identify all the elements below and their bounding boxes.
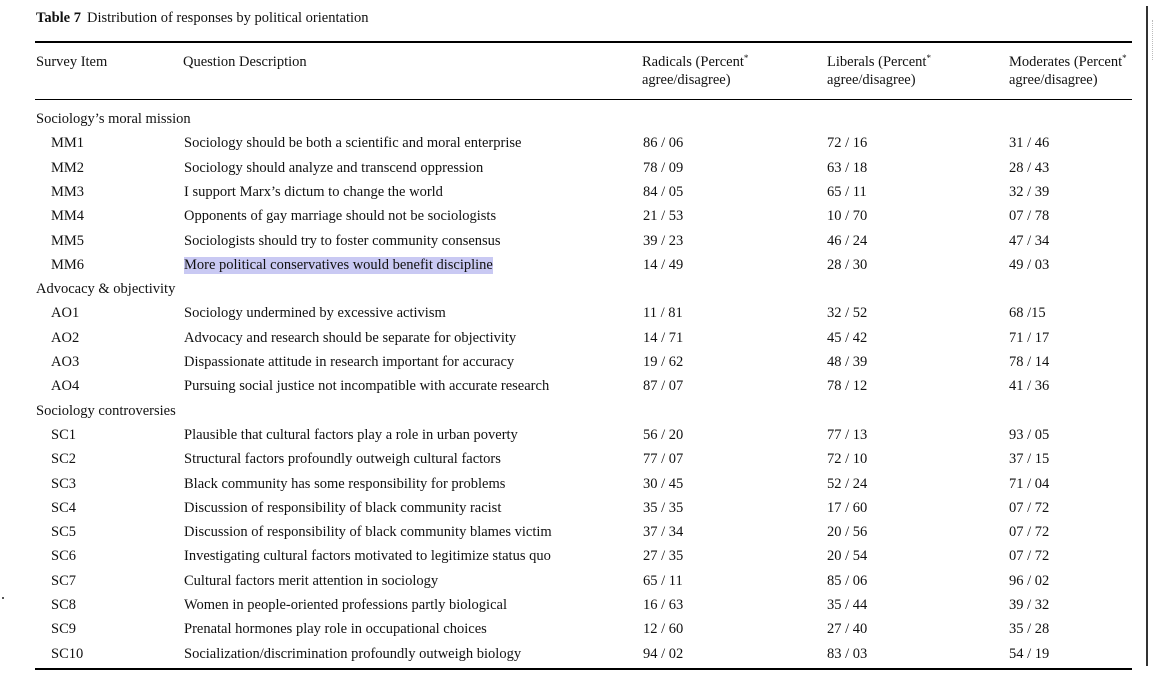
radicals-value: 37 / 34 xyxy=(643,524,684,541)
radicals-value: 65 / 11 xyxy=(643,572,683,589)
liberals-value: 72 / 16 xyxy=(827,135,868,152)
liberals-value: 78 / 12 xyxy=(827,378,868,395)
section-row xyxy=(0,111,1160,133)
survey-item-id: SC7 xyxy=(51,572,76,589)
radicals-value: 27 / 35 xyxy=(643,548,684,565)
survey-item-id: SC2 xyxy=(51,451,76,468)
question-description: Sociology should be both a scientific and moral enterprise xyxy=(184,135,522,152)
survey-item-id: SC10 xyxy=(51,645,84,662)
liberals-value: 65 / 11 xyxy=(827,183,867,200)
moderates-value: 07 / 72 xyxy=(1009,524,1050,541)
liberals-value: 35 / 44 xyxy=(827,597,868,613)
table-row xyxy=(0,160,1160,182)
radicals-value: 78 / 09 xyxy=(643,159,684,176)
table-row xyxy=(0,233,1160,255)
liberals-value: 72 / 10 xyxy=(827,451,868,468)
moderates-value: 35 / 28 xyxy=(1009,621,1050,638)
radicals-value: 16 / 63 xyxy=(643,597,684,613)
header-liberals-line2: agree/disagree) xyxy=(827,72,916,88)
liberals-value: 45 / 42 xyxy=(827,329,868,346)
table-row xyxy=(0,330,1160,352)
question-description: Opponents of gay marriage should not be sociologists xyxy=(184,208,497,225)
radicals-value: 11 / 81 xyxy=(643,305,683,322)
table-row xyxy=(0,524,1160,546)
survey-item-id: SC9 xyxy=(51,621,76,638)
moderates-value: 78 / 14 xyxy=(1009,354,1050,370)
survey-item-id: SC3 xyxy=(51,475,76,492)
question-description: Pursuing social justice not incompatible with accurate research xyxy=(184,378,550,395)
radicals-value: 14 / 49 xyxy=(643,256,684,273)
table-label: Table 7 xyxy=(36,10,81,26)
question-description: Plausible that cultural factors play a role in urban poverty xyxy=(184,426,518,443)
section-row xyxy=(0,281,1160,303)
footnote-mark: * xyxy=(926,53,931,63)
moderates-value: 96 / 02 xyxy=(1009,572,1050,589)
table-title: Distribution of responses by political orientation xyxy=(87,10,369,26)
question-description: Structural factors profoundly outweigh cultural factors xyxy=(184,451,501,468)
survey-item-id: AO2 xyxy=(51,329,80,346)
table-row xyxy=(0,354,1160,376)
section-heading: Sociology controversies xyxy=(36,402,176,419)
survey-item-id: MM1 xyxy=(51,135,85,152)
moderates-value: 71 / 04 xyxy=(1009,475,1050,492)
question-description: Prenatal hormones play role in occupational choices xyxy=(184,621,487,638)
table-row xyxy=(0,135,1160,157)
moderates-value: 41 / 36 xyxy=(1009,378,1050,395)
question-description: Socialization/discrimination profoundly outweigh biology xyxy=(184,645,522,662)
table-row xyxy=(0,208,1160,230)
moderates-value: 07 / 72 xyxy=(1009,499,1050,516)
radicals-value: 39 / 23 xyxy=(643,232,684,249)
survey-item-id: AO3 xyxy=(51,354,80,370)
moderates-value: 39 / 32 xyxy=(1009,597,1050,613)
liberals-value: 83 / 03 xyxy=(827,645,868,662)
table-row xyxy=(0,500,1160,522)
question-description: Dispassionate attitude in research important for accuracy xyxy=(184,354,515,370)
table-row xyxy=(0,427,1160,449)
question-description: Women in people-oriented professions partly biological xyxy=(184,597,507,613)
table-row xyxy=(0,646,1160,668)
table-row xyxy=(0,305,1160,327)
radicals-value: 56 / 20 xyxy=(643,426,684,443)
survey-item-id: SC6 xyxy=(51,548,76,565)
question-description: Investigating cultural factors motivated to legitimize status quo xyxy=(184,548,551,565)
moderates-value: 37 / 15 xyxy=(1009,451,1050,468)
survey-item-id: SC5 xyxy=(51,524,76,541)
moderates-value: 71 / 17 xyxy=(1009,329,1050,346)
liberals-value: 10 / 70 xyxy=(827,208,868,225)
survey-item-id: AO4 xyxy=(51,378,80,395)
question-description: Sociology undermined by excessive activism xyxy=(184,305,446,322)
moderates-value: 49 / 03 xyxy=(1009,256,1050,273)
moderates-value: 07 / 72 xyxy=(1009,548,1050,565)
radicals-value: 77 / 07 xyxy=(643,451,684,468)
header-moderates-line2: agree/disagree) xyxy=(1009,72,1098,88)
survey-item-id: AO1 xyxy=(51,305,80,322)
table-row xyxy=(0,621,1160,643)
table-row xyxy=(0,573,1160,595)
moderates-value: 31 / 46 xyxy=(1009,135,1050,152)
radicals-value: 14 / 71 xyxy=(643,329,684,346)
liberals-value: 20 / 54 xyxy=(827,548,868,565)
moderates-value: 54 / 19 xyxy=(1009,645,1050,662)
liberals-value: 32 / 52 xyxy=(827,305,868,322)
margin-mark xyxy=(1152,20,1155,60)
table-row xyxy=(0,257,1160,279)
table-row xyxy=(0,184,1160,206)
liberals-value: 27 / 40 xyxy=(827,621,868,638)
table-row xyxy=(0,378,1160,400)
liberals-value: 17 / 60 xyxy=(827,499,868,516)
survey-item-id: MM2 xyxy=(51,159,85,176)
header-liberals-line1: Liberals (Percent xyxy=(827,54,927,70)
survey-item-id: MM5 xyxy=(51,232,85,249)
header-radicals-line2: agree/disagree) xyxy=(642,72,731,88)
radicals-value: 19 / 62 xyxy=(643,354,684,370)
section-heading: Advocacy & objectivity xyxy=(36,281,176,298)
header-radicals-line1: Radicals (Percent xyxy=(642,54,744,70)
question-description: Black community has some responsibility for problems xyxy=(184,475,506,492)
moderates-value: 47 / 34 xyxy=(1009,232,1050,249)
question-description: Cultural factors merit attention in sociology xyxy=(184,572,439,589)
radicals-value: 94 / 02 xyxy=(643,645,684,662)
page-edge-bar xyxy=(1146,6,1148,666)
liberals-value: 46 / 24 xyxy=(827,232,868,249)
question-description: Discussion of responsibility of black community racist xyxy=(184,499,502,516)
survey-item-id: MM4 xyxy=(51,208,85,225)
survey-item-id: MM3 xyxy=(51,183,85,200)
radicals-value: 86 / 06 xyxy=(643,135,684,152)
table-row xyxy=(0,451,1160,473)
liberals-value: 52 / 24 xyxy=(827,475,868,492)
radicals-value: 35 / 35 xyxy=(643,499,684,516)
survey-item-id: MM6 xyxy=(51,256,85,273)
section-row xyxy=(0,403,1160,425)
liberals-value: 48 / 39 xyxy=(827,354,868,370)
survey-item-id: SC1 xyxy=(51,426,76,443)
footnote-mark: * xyxy=(1122,53,1127,63)
question-description: Advocacy and research should be separate for objectivity xyxy=(184,329,517,346)
moderates-value: 68 /15 xyxy=(1009,305,1046,322)
radicals-value: 30 / 45 xyxy=(643,475,684,492)
question-description: Discussion of responsibility of black community blames victim xyxy=(184,524,552,541)
header-moderates-line1: Moderates (Percent xyxy=(1009,54,1123,70)
radicals-value: 84 / 05 xyxy=(643,183,684,200)
survey-item-id: SC4 xyxy=(51,499,76,516)
moderates-value: 93 / 05 xyxy=(1009,426,1050,443)
question-description: Sociologists should try to foster community consensus xyxy=(184,232,501,249)
section-heading: Sociology’s moral mission xyxy=(36,111,191,127)
survey-item-id: SC8 xyxy=(51,597,76,613)
liberals-value: 28 / 30 xyxy=(827,256,868,273)
table-row xyxy=(0,476,1160,498)
footnote-mark: * xyxy=(743,53,749,63)
stray-mark xyxy=(2,597,4,599)
bottom-rule xyxy=(35,668,1132,670)
liberals-value: 77 / 13 xyxy=(827,426,868,443)
radicals-value: 21 / 53 xyxy=(643,208,684,225)
moderates-value: 07 / 78 xyxy=(1009,208,1050,225)
liberals-value: 63 / 18 xyxy=(827,159,868,176)
header-question-description: Question Description xyxy=(183,54,307,70)
table-row xyxy=(0,597,1160,619)
liberals-value: 20 / 56 xyxy=(827,524,868,541)
table-row xyxy=(0,548,1160,570)
moderates-value: 28 / 43 xyxy=(1009,159,1050,176)
radicals-value: 87 / 07 xyxy=(643,378,684,395)
header-survey-item: Survey Item xyxy=(36,54,108,70)
radicals-value: 12 / 60 xyxy=(643,621,684,638)
question-description: More political conservatives would benefit discipline xyxy=(184,256,493,273)
liberals-value: 85 / 06 xyxy=(827,572,868,589)
question-description: I support Marx’s dictum to change the world xyxy=(184,183,443,200)
question-description: Sociology should analyze and transcend oppression xyxy=(184,159,484,176)
moderates-value: 32 / 39 xyxy=(1009,183,1050,200)
